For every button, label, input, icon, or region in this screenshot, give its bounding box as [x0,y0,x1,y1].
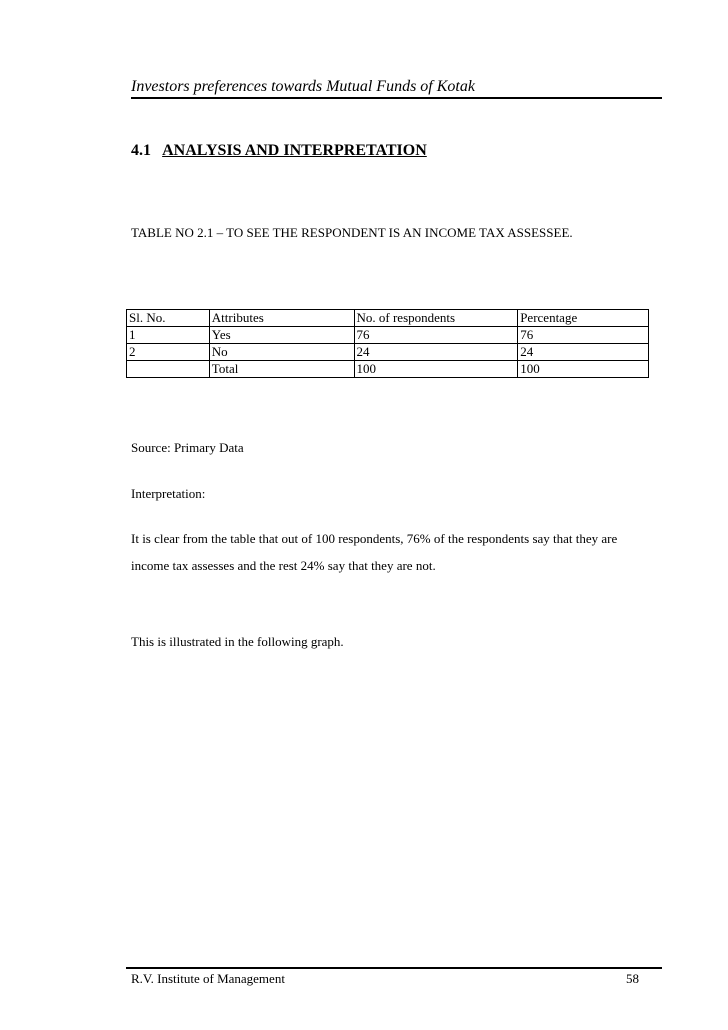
source-note: Source: Primary Data [131,440,244,455]
footer-institution: R.V. Institute of Management [131,971,285,986]
page-number: 58 [626,971,639,986]
section-heading [131,142,427,160]
table-total-row [127,361,649,378]
table-cell: Total [209,361,354,378]
table-header-cell: Sl. No. [127,310,210,327]
section-number: 4.1 [131,142,151,159]
table-cell: 24 [354,344,518,361]
table-cell: 100 [518,361,649,378]
table-header-row [127,310,649,327]
table-cell: 76 [354,327,518,344]
graph-note: This is illustrated in the following graph. [131,634,344,649]
footer-rule [126,967,662,969]
table-row [127,344,649,361]
section-title: ANALYSIS AND INTERPRETATION [162,142,427,159]
table-caption: TABLE NO 2.1 – TO SEE THE RESPONDENT IS AN INCOME TAX ASSESSEE. [131,225,573,240]
table-cell: 2 [127,344,210,361]
interpretation-body: It is clear from the table that out of 100 respondents, 76% of the respondents say that they are income tax assesses and the rest 24% say that they are not. [131,531,618,573]
table-cell: No [209,344,354,361]
table-cell: Yes [209,327,354,344]
table-cell: 24 [518,344,649,361]
table-row [127,327,649,344]
interpretation-label: Interpretation: [131,486,206,501]
header-rule [131,97,662,99]
table-header-cell: No. of respondents [354,310,518,327]
table-cell: 76 [518,327,649,344]
table-cell: 1 [127,327,210,344]
table-header-cell: Percentage [518,310,649,327]
table-cell: 100 [354,361,518,378]
table-cell [127,361,210,378]
table-header-cell: Attributes [209,310,354,327]
running-header-title: Investors preferences towards Mutual Funds of Kotak [131,78,475,95]
respondents-table [126,309,649,378]
